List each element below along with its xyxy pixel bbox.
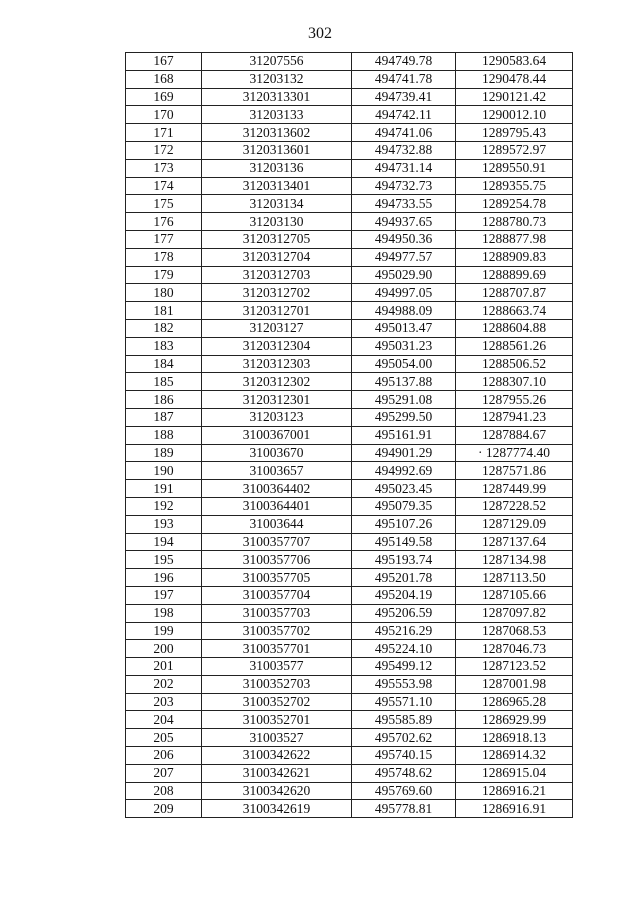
table-row [126, 782, 573, 800]
table-row [126, 515, 573, 533]
x-coordinate-cell: 495013.47 [352, 319, 456, 337]
table-row [126, 711, 573, 729]
x-coordinate-cell: 495748.62 [352, 764, 456, 782]
point-number-cell: 167 [126, 53, 202, 71]
point-number-cell: 193 [126, 515, 202, 533]
point-number-cell: 189 [126, 444, 202, 462]
y-coordinate-cell: 1287123.52 [456, 658, 573, 676]
x-coordinate-cell: 494977.57 [352, 248, 456, 266]
y-coordinate-cell: 1288877.98 [456, 230, 573, 248]
table-row [126, 141, 573, 159]
x-coordinate-cell: 495206.59 [352, 604, 456, 622]
point-number-cell: 197 [126, 586, 202, 604]
point-id-cell: 3100357701 [202, 640, 352, 658]
x-coordinate-cell: 495023.45 [352, 480, 456, 498]
point-number-cell: 202 [126, 675, 202, 693]
x-coordinate-cell: 494732.88 [352, 141, 456, 159]
y-coordinate-cell: 1288307.10 [456, 373, 573, 391]
y-coordinate-cell: 1287955.26 [456, 391, 573, 409]
point-id-cell: 31207556 [202, 53, 352, 71]
point-id-cell: 3100357705 [202, 569, 352, 587]
point-number-cell: 206 [126, 747, 202, 765]
x-coordinate-cell: 495702.62 [352, 729, 456, 747]
y-coordinate-cell: 1286916.21 [456, 782, 573, 800]
x-coordinate-cell: 494988.09 [352, 302, 456, 320]
point-number-cell: 187 [126, 408, 202, 426]
table-row [126, 53, 573, 71]
x-coordinate-cell: 494749.78 [352, 53, 456, 71]
point-id-cell: 3100357704 [202, 586, 352, 604]
x-coordinate-cell: 495585.89 [352, 711, 456, 729]
table-row [126, 391, 573, 409]
point-id-cell: 3120313602 [202, 124, 352, 142]
point-id-cell: 31003670 [202, 444, 352, 462]
table-row [126, 426, 573, 444]
table-row [126, 604, 573, 622]
table-row [126, 640, 573, 658]
y-coordinate-cell: 1290012.10 [456, 106, 573, 124]
y-coordinate-cell: 1290583.64 [456, 53, 573, 71]
x-coordinate-cell: 495778.81 [352, 800, 456, 818]
y-coordinate-cell: 1286914.32 [456, 747, 573, 765]
point-id-cell: 3100364402 [202, 480, 352, 498]
point-number-cell: 180 [126, 284, 202, 302]
point-number-cell: 190 [126, 462, 202, 480]
x-coordinate-cell: 495553.98 [352, 675, 456, 693]
point-id-cell: 3120312701 [202, 302, 352, 320]
x-coordinate-cell: 494997.05 [352, 284, 456, 302]
table-row [126, 533, 573, 551]
point-id-cell: 31203130 [202, 213, 352, 231]
table-row [126, 675, 573, 693]
point-number-cell: 183 [126, 337, 202, 355]
table-row [126, 373, 573, 391]
point-number-cell: 209 [126, 800, 202, 818]
y-coordinate-cell: 1287449.99 [456, 480, 573, 498]
x-coordinate-cell: 495224.10 [352, 640, 456, 658]
point-id-cell: 31203132 [202, 70, 352, 88]
point-number-cell: 169 [126, 88, 202, 106]
point-number-cell: 177 [126, 230, 202, 248]
coordinate-table-body [126, 53, 573, 818]
table-row [126, 124, 573, 142]
point-id-cell: 3100357702 [202, 622, 352, 640]
table-row [126, 230, 573, 248]
table-row [126, 355, 573, 373]
page-number: 302 [308, 25, 332, 42]
point-id-cell: 31003644 [202, 515, 352, 533]
point-id-cell: 3100342620 [202, 782, 352, 800]
point-number-cell: 204 [126, 711, 202, 729]
x-coordinate-cell: 495740.15 [352, 747, 456, 765]
table-row [126, 177, 573, 195]
x-coordinate-cell: 495291.08 [352, 391, 456, 409]
table-row [126, 106, 573, 124]
table-row [126, 480, 573, 498]
point-number-cell: 199 [126, 622, 202, 640]
y-coordinate-cell: 1289355.75 [456, 177, 573, 195]
point-number-cell: 173 [126, 159, 202, 177]
table-row [126, 462, 573, 480]
table-row [126, 586, 573, 604]
point-id-cell: 3100357703 [202, 604, 352, 622]
y-coordinate-cell: 1289550.91 [456, 159, 573, 177]
point-number-cell: 176 [126, 213, 202, 231]
point-id-cell: 3100342621 [202, 764, 352, 782]
y-coordinate-cell: 1287129.09 [456, 515, 573, 533]
y-coordinate-cell: 1287884.67 [456, 426, 573, 444]
coordinate-table [125, 52, 573, 818]
point-id-cell: 3120313401 [202, 177, 352, 195]
table-row [126, 70, 573, 88]
y-coordinate-cell: 1286918.13 [456, 729, 573, 747]
x-coordinate-cell: 494733.55 [352, 195, 456, 213]
point-id-cell: 3120312703 [202, 266, 352, 284]
x-coordinate-cell: 495029.90 [352, 266, 456, 284]
y-coordinate-cell: 1288561.26 [456, 337, 573, 355]
point-number-cell: 196 [126, 569, 202, 587]
y-coordinate-cell: 1289254.78 [456, 195, 573, 213]
x-coordinate-cell: 494901.29 [352, 444, 456, 462]
y-coordinate-cell: 1287137.64 [456, 533, 573, 551]
point-id-cell: 3100352701 [202, 711, 352, 729]
x-coordinate-cell: 495137.88 [352, 373, 456, 391]
x-coordinate-cell: 495216.29 [352, 622, 456, 640]
x-coordinate-cell: 495571.10 [352, 693, 456, 711]
point-id-cell: 3120312705 [202, 230, 352, 248]
x-coordinate-cell: 495769.60 [352, 782, 456, 800]
x-coordinate-cell: 495079.35 [352, 497, 456, 515]
y-coordinate-cell: 1287228.52 [456, 497, 573, 515]
point-id-cell: 3100342622 [202, 747, 352, 765]
y-coordinate-cell: 1287001.98 [456, 675, 573, 693]
y-coordinate-cell: 1287941.23 [456, 408, 573, 426]
table-row [126, 729, 573, 747]
x-coordinate-cell: 494742.11 [352, 106, 456, 124]
point-id-cell: 31203127 [202, 319, 352, 337]
y-coordinate-cell: 1287068.53 [456, 622, 573, 640]
point-id-cell: 3120313301 [202, 88, 352, 106]
point-number-cell: 182 [126, 319, 202, 337]
point-number-cell: 203 [126, 693, 202, 711]
table-row [126, 337, 573, 355]
point-id-cell: 3100352703 [202, 675, 352, 693]
point-number-cell: 200 [126, 640, 202, 658]
x-coordinate-cell: 494741.78 [352, 70, 456, 88]
x-coordinate-cell: 494950.36 [352, 230, 456, 248]
table-row [126, 800, 573, 818]
point-number-cell: 201 [126, 658, 202, 676]
point-id-cell: 31203136 [202, 159, 352, 177]
table-row [126, 497, 573, 515]
y-coordinate-cell: 1286965.28 [456, 693, 573, 711]
point-number-cell: 178 [126, 248, 202, 266]
y-coordinate-cell: 1287046.73 [456, 640, 573, 658]
point-id-cell: 31003657 [202, 462, 352, 480]
y-coordinate-cell: 1287113.50 [456, 569, 573, 587]
point-id-cell: 3120312302 [202, 373, 352, 391]
table-row [126, 248, 573, 266]
point-number-cell: 168 [126, 70, 202, 88]
point-number-cell: 185 [126, 373, 202, 391]
table-row [126, 213, 573, 231]
table-row [126, 693, 573, 711]
point-id-cell: 31203134 [202, 195, 352, 213]
table-row [126, 195, 573, 213]
point-id-cell: 31003527 [202, 729, 352, 747]
point-id-cell: 3100342619 [202, 800, 352, 818]
point-number-cell: 195 [126, 551, 202, 569]
y-coordinate-cell: 1287097.82 [456, 604, 573, 622]
table-row [126, 622, 573, 640]
table-row [126, 302, 573, 320]
x-coordinate-cell: 494741.06 [352, 124, 456, 142]
point-number-cell: 207 [126, 764, 202, 782]
x-coordinate-cell: 495161.91 [352, 426, 456, 444]
x-coordinate-cell: 494732.73 [352, 177, 456, 195]
point-id-cell: 3120312704 [202, 248, 352, 266]
point-number-cell: 205 [126, 729, 202, 747]
x-coordinate-cell: 495031.23 [352, 337, 456, 355]
point-number-cell: 191 [126, 480, 202, 498]
table-row [126, 408, 573, 426]
point-id-cell: 31203123 [202, 408, 352, 426]
x-coordinate-cell: 494992.69 [352, 462, 456, 480]
table-row [126, 284, 573, 302]
y-coordinate-cell: 1290121.42 [456, 88, 573, 106]
table-row [126, 319, 573, 337]
x-coordinate-cell: 495107.26 [352, 515, 456, 533]
y-coordinate-cell: 1288604.88 [456, 319, 573, 337]
x-coordinate-cell: 495204.19 [352, 586, 456, 604]
point-id-cell: 3120312301 [202, 391, 352, 409]
point-number-cell: 170 [126, 106, 202, 124]
y-coordinate-cell: 1286915.04 [456, 764, 573, 782]
point-id-cell: 3120312304 [202, 337, 352, 355]
point-number-cell: 192 [126, 497, 202, 515]
y-coordinate-cell: 1288663.74 [456, 302, 573, 320]
point-id-cell: 3100357706 [202, 551, 352, 569]
y-coordinate-cell: 1286916.91 [456, 800, 573, 818]
point-number-cell: 181 [126, 302, 202, 320]
table-row [126, 88, 573, 106]
point-number-cell: 208 [126, 782, 202, 800]
point-id-cell: 3120312303 [202, 355, 352, 373]
y-coordinate-cell: 1288909.83 [456, 248, 573, 266]
table-row [126, 266, 573, 284]
y-coordinate-cell: 1287571.86 [456, 462, 573, 480]
point-id-cell: 31203133 [202, 106, 352, 124]
table-row [126, 444, 573, 462]
y-coordinate-cell: 1288780.73 [456, 213, 573, 231]
point-number-cell: 174 [126, 177, 202, 195]
point-id-cell: 3100357707 [202, 533, 352, 551]
y-coordinate-cell: · 1287774.40 [456, 444, 573, 462]
y-coordinate-cell: 1287105.66 [456, 586, 573, 604]
point-number-cell: 194 [126, 533, 202, 551]
point-id-cell: 3100364401 [202, 497, 352, 515]
x-coordinate-cell: 494937.65 [352, 213, 456, 231]
y-coordinate-cell: 1287134.98 [456, 551, 573, 569]
x-coordinate-cell: 495193.74 [352, 551, 456, 569]
table-row [126, 569, 573, 587]
table-row [126, 551, 573, 569]
point-number-cell: 172 [126, 141, 202, 159]
point-id-cell: 31003577 [202, 658, 352, 676]
point-number-cell: 184 [126, 355, 202, 373]
x-coordinate-cell: 494739.41 [352, 88, 456, 106]
point-number-cell: 186 [126, 391, 202, 409]
x-coordinate-cell: 495299.50 [352, 408, 456, 426]
point-id-cell: 3100367001 [202, 426, 352, 444]
point-id-cell: 3120312702 [202, 284, 352, 302]
x-coordinate-cell: 495054.00 [352, 355, 456, 373]
y-coordinate-cell: 1288899.69 [456, 266, 573, 284]
point-id-cell: 3100352702 [202, 693, 352, 711]
y-coordinate-cell: 1289795.43 [456, 124, 573, 142]
point-number-cell: 171 [126, 124, 202, 142]
y-coordinate-cell: 1288506.52 [456, 355, 573, 373]
point-number-cell: 175 [126, 195, 202, 213]
y-coordinate-cell: 1286929.99 [456, 711, 573, 729]
point-number-cell: 179 [126, 266, 202, 284]
x-coordinate-cell: 495201.78 [352, 569, 456, 587]
y-coordinate-cell: 1288707.87 [456, 284, 573, 302]
point-number-cell: 198 [126, 604, 202, 622]
y-coordinate-cell: 1289572.97 [456, 141, 573, 159]
table-row [126, 159, 573, 177]
table-row [126, 658, 573, 676]
point-id-cell: 3120313601 [202, 141, 352, 159]
x-coordinate-cell: 495499.12 [352, 658, 456, 676]
y-coordinate-cell: 1290478.44 [456, 70, 573, 88]
x-coordinate-cell: 494731.14 [352, 159, 456, 177]
table-row [126, 747, 573, 765]
point-number-cell: 188 [126, 426, 202, 444]
x-coordinate-cell: 495149.58 [352, 533, 456, 551]
table-row [126, 764, 573, 782]
